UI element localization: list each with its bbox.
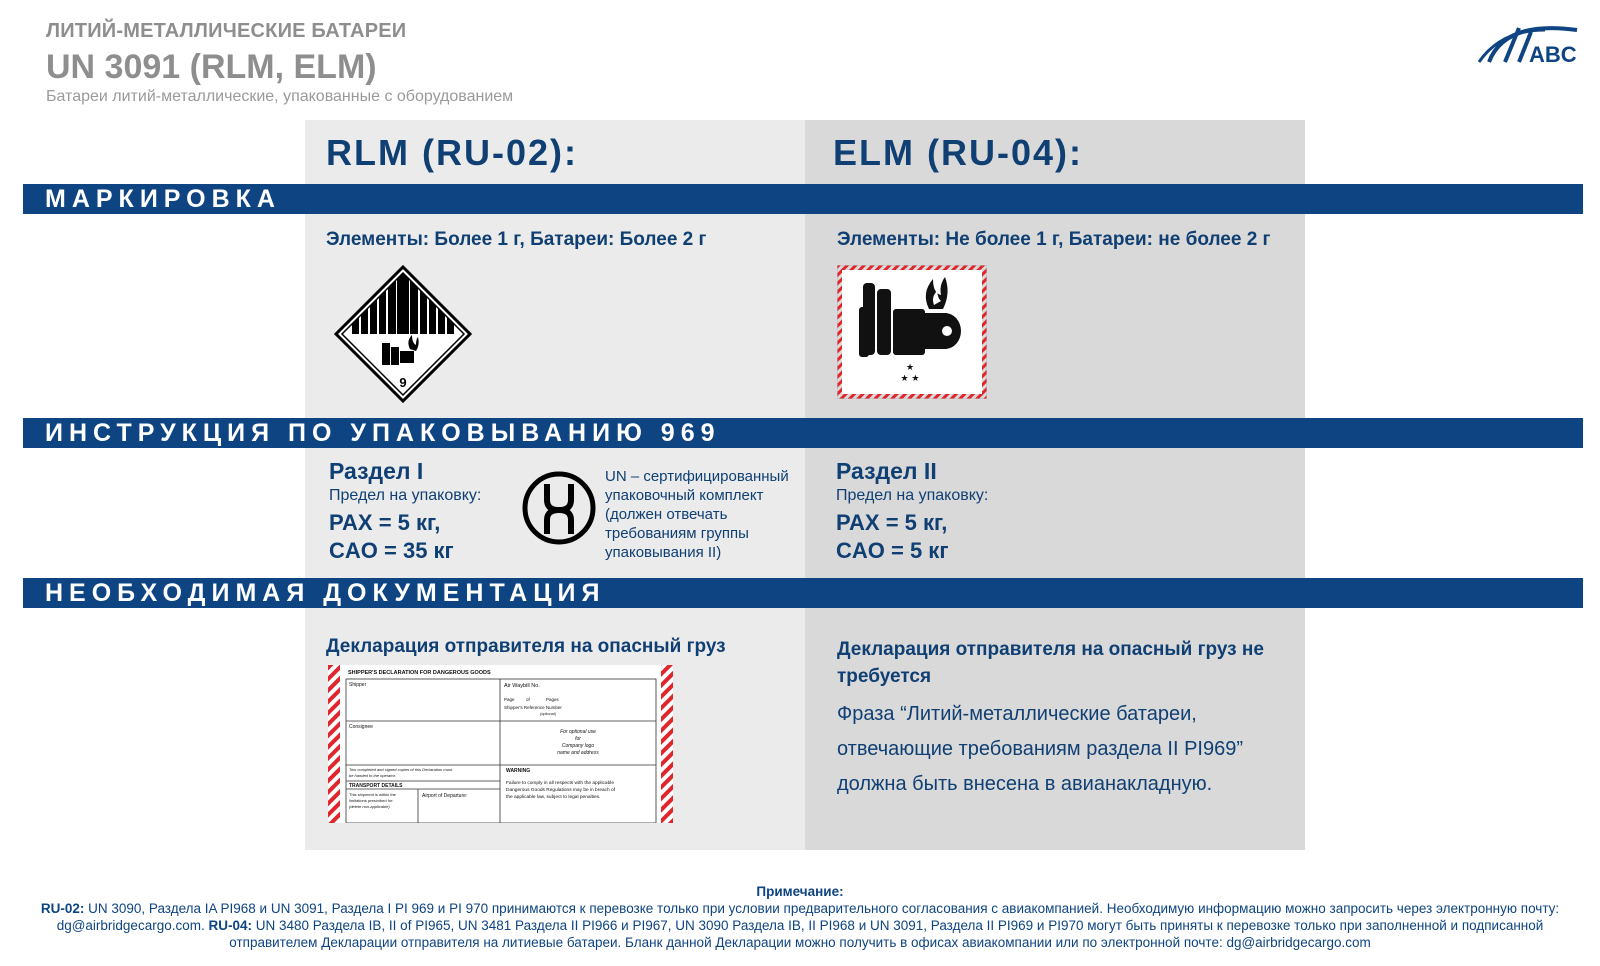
- elm-awb-phrase: Фраза “Литий-металлические батареи, отвечающие требованиям раздела II PI969” должна быть внесена в авианакладную.: [837, 703, 1244, 795]
- form-warn-3: the applicable law, subject to legal penalties.: [506, 795, 601, 800]
- form-departure: Airport of Departure:: [422, 793, 468, 799]
- rlm-heading: RLM (RU-02):: [326, 132, 578, 173]
- svg-text:★ ★: ★ ★: [900, 374, 920, 384]
- elm-cao-limit: CAO = 5 кг: [836, 538, 949, 563]
- abc-logo: [1475, 18, 1585, 68]
- elm-section-title: Раздел II: [836, 458, 937, 484]
- section-documentation: НЕОБХОДИМАЯ ДОКУМЕНТАЦИЯ: [23, 578, 1583, 608]
- form-limit-1: This shipment is within the: [349, 792, 396, 797]
- un-packaging-icon: [521, 470, 597, 546]
- form-logo-4: name and address: [557, 750, 599, 756]
- header-overline: ЛИТИЙ-МЕТАЛЛИЧЕСКИЕ БАТАРЕИ: [46, 20, 407, 42]
- form-copies-2: be handed to the operator.: [349, 773, 396, 778]
- rlm-section-title: Раздел I: [329, 458, 424, 484]
- form-copies-1: Two completed and signed copies of this Declaration must: [349, 767, 453, 772]
- section-packing-instruction: ИНСТРУКЦИЯ ПО УПАКОВЫВАНИЮ 969: [23, 418, 1583, 448]
- rlm-cao-limit: CAO = 35 кг: [329, 538, 454, 563]
- footnote-ru02-text: UN 3090, Раздела IA PI968 и UN 3091, Раздела I PI 969 и PI 970 принимаются к перевозке только при условии предварительного согласования с авиакомпанией. Необходимую информацию можно запросить через электронную почту: dg@airbridgecargo.com.: [56, 901, 1560, 933]
- elm-heading: ELM (RU-04):: [833, 132, 1083, 173]
- form-ref: Shipper's Reference Number: [504, 705, 562, 710]
- page-subtitle: Батареи литий-металлические, упакованные с оборудованием: [46, 88, 514, 105]
- footnote-ru04-label: RU-04:: [208, 918, 252, 933]
- form-consignee: Consignee: [349, 724, 373, 730]
- form-warn-2: Dangerous Goods Regulations may be in breach of: [506, 788, 616, 793]
- form-warning: WARNING: [506, 768, 531, 774]
- form-of: of: [526, 697, 530, 702]
- form-shipper: Shipper: [349, 682, 367, 688]
- elm-pax-limit: PAX = 5 кг,: [836, 510, 948, 535]
- form-limit-3: (delete non-applicable): [349, 804, 390, 809]
- shippers-declaration-form: [328, 665, 673, 823]
- rlm-pax-limit: PAX = 5 кг,: [329, 510, 441, 535]
- class9-number: 9: [399, 375, 407, 390]
- footnote-heading: Примечание:: [756, 884, 844, 899]
- section-marking: МАРКИРОВКА: [23, 184, 1583, 214]
- footnote-ru02-label: RU-02:: [40, 901, 85, 916]
- form-transport: TRANSPORT DETAILS: [349, 783, 403, 789]
- form-pages: Pages: [546, 697, 559, 702]
- footnote-ru04-text: UN 3480 Раздела IB, II of PI965, UN 3481 Раздела II PI966 и PI967, UN 3090 Раздела IB, II PI968 и UN 3091, Раздела II PI969 и PI970 могут быть приняты к перевозке только при заполненной и подписанной отправителем Декларации отправителя на литиевые батареи. Бланк данной Декларации можно получить в офисах авиакомпании или по электронной почте: dg@airbridgecargo.com: [229, 918, 1544, 950]
- form-warn-1: Failure to comply in all respects with the applicable: [506, 781, 614, 786]
- footnote: [20, 883, 1580, 951]
- form-optional: (optional): [540, 712, 556, 716]
- form-logo-3: Company logo: [561, 743, 595, 749]
- form-page: Page: [504, 697, 515, 702]
- un-packaging-note: UN – сертифицированный упаковочный комплект (должен отвечать требованиям группы упаковывания II): [605, 468, 789, 561]
- class9-hazard-label: [334, 265, 472, 403]
- form-title: SHIPPER'S DECLARATION FOR DANGEROUS GOODS: [348, 670, 491, 676]
- rlm-marking-text: Элементы: Более 1 г, Батареи: Более 2 г: [326, 229, 707, 250]
- logo-text: ABC: [1529, 42, 1577, 67]
- page-title: UN 3091 (RLM, ELM): [46, 48, 377, 86]
- form-logo-2: for: [575, 736, 581, 742]
- elm-docs-title: Декларация отправителя на опасный груз не требуется: [837, 639, 1264, 687]
- lithium-battery-label: [837, 265, 987, 399]
- elm-limit-label: Предел на упаковку:: [836, 487, 989, 504]
- elm-marking-text: Элементы: Не более 1 г, Батареи: не более 2 г: [837, 229, 1271, 250]
- svg-text:★: ★: [905, 363, 915, 373]
- form-logo-1: For optional use: [560, 729, 596, 735]
- form-awb: Air Waybill No.: [504, 683, 540, 689]
- form-limit-2: limitations prescribed for:: [349, 798, 394, 803]
- rlm-limit-label: Предел на упаковку:: [329, 487, 482, 504]
- rlm-docs-title: Декларация отправителя на опасный груз: [326, 636, 726, 657]
